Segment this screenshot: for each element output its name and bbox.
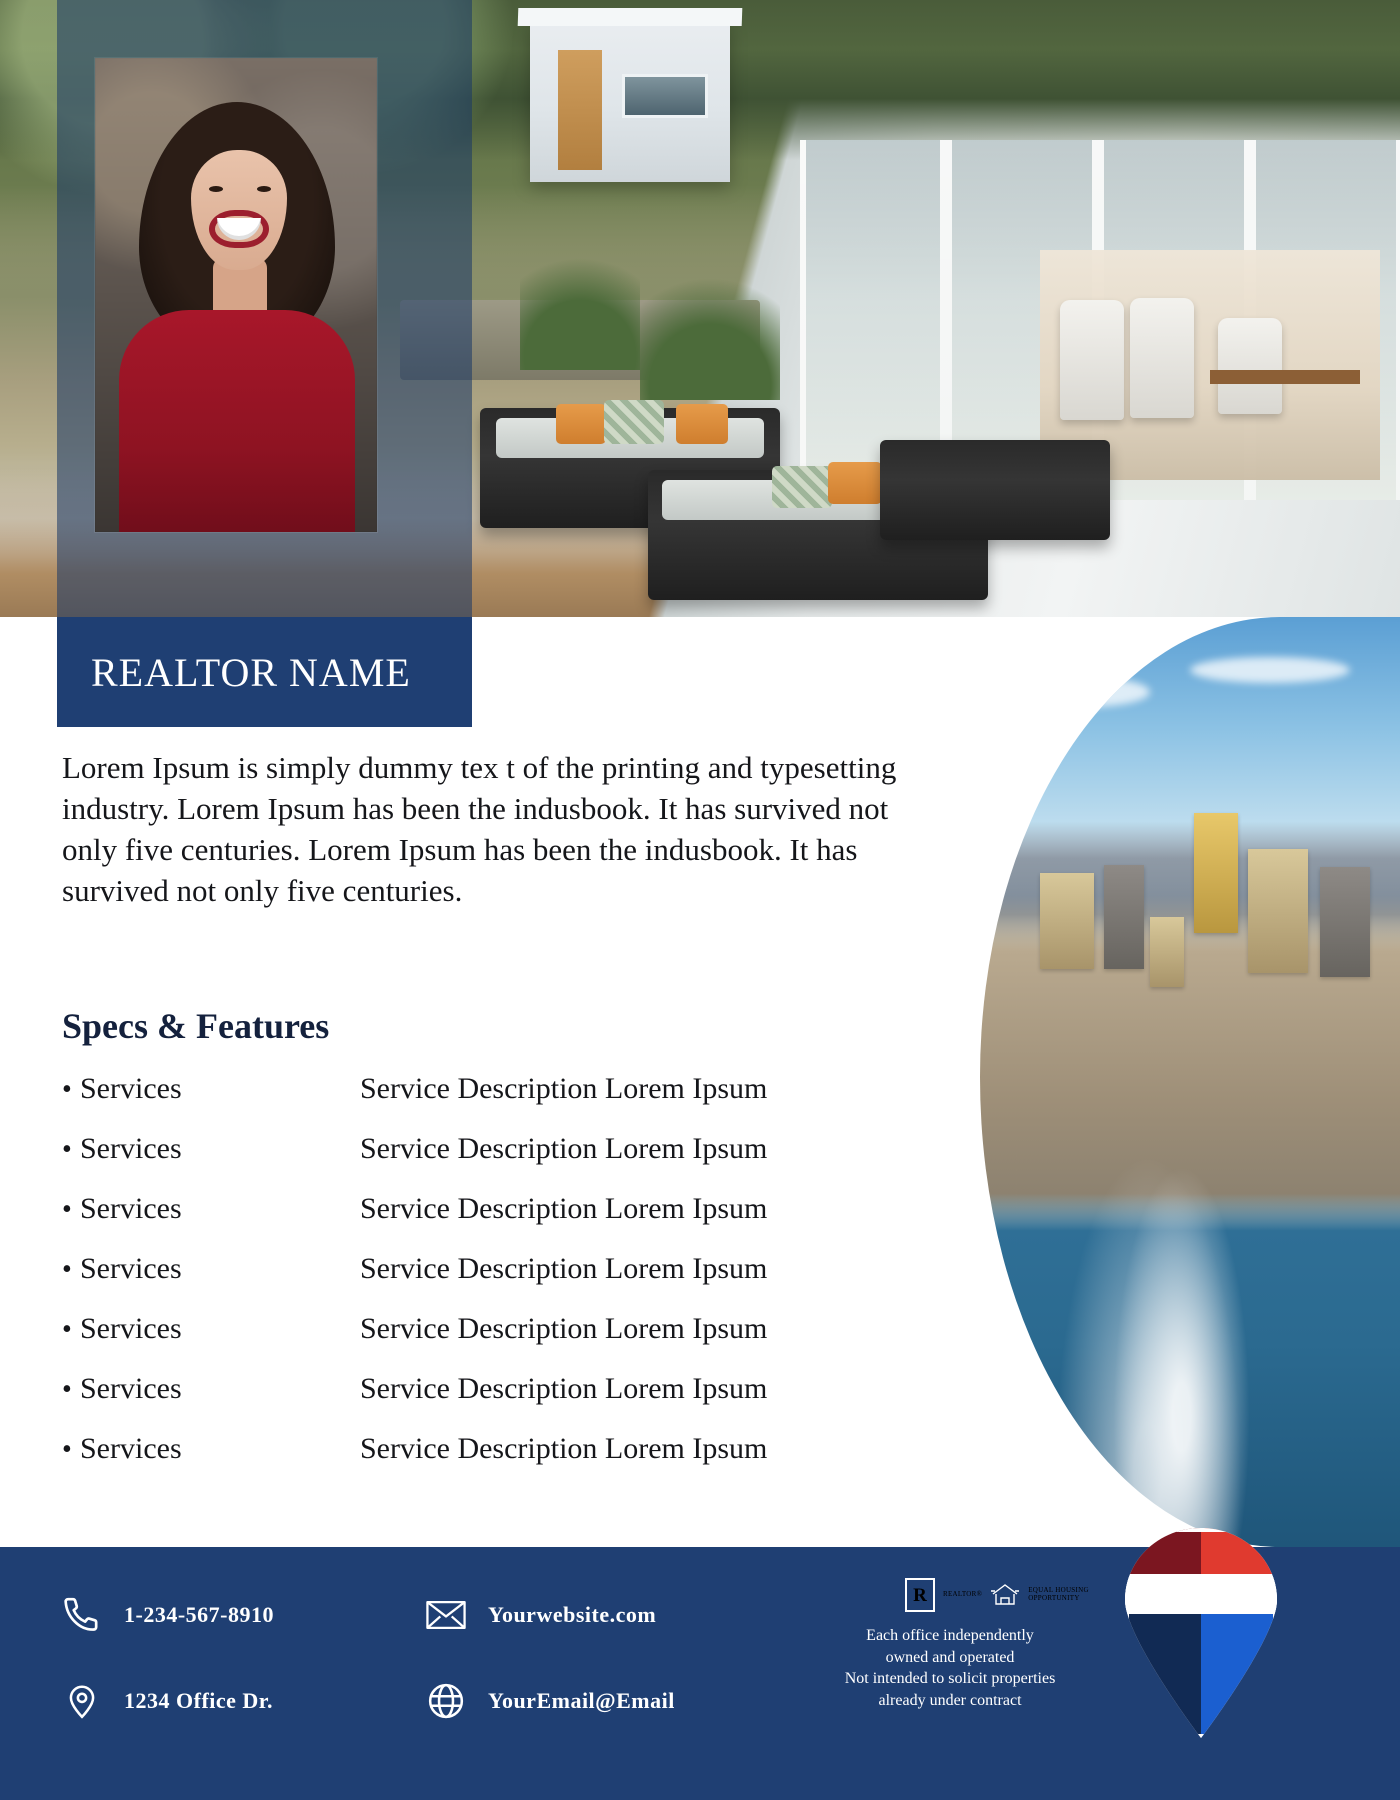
- bullet-icon: •: [62, 1254, 72, 1285]
- list-item: [62, 1252, 962, 1312]
- realtor-name-plate: [57, 617, 472, 727]
- city-building: [1150, 917, 1184, 987]
- spec-name: Services: [80, 1132, 182, 1165]
- phone-number: 1-234-567-8910: [124, 1602, 274, 1627]
- avatar-eye: [257, 186, 271, 192]
- city-building: [1194, 813, 1238, 933]
- list-item: [62, 1432, 962, 1492]
- garden-plant: [520, 230, 640, 370]
- shed-door: [558, 50, 602, 170]
- specs-section-title: Specs & Features: [62, 1006, 330, 1046]
- spec-description: Service Description Lorem Ipsum: [360, 1192, 768, 1225]
- list-item: [62, 1312, 962, 1372]
- spec-description: Service Description Lorem Ipsum: [360, 1372, 768, 1405]
- throw-pillow: [772, 466, 832, 508]
- disclaimer-line: already under contract: [878, 1691, 1022, 1709]
- office-address: 1234 Office Dr.: [124, 1688, 274, 1713]
- spec-name: Services: [80, 1192, 182, 1225]
- bullet-icon: •: [62, 1194, 72, 1225]
- throw-pillow: [556, 404, 606, 444]
- spec-description: Service Description Lorem Ipsum: [360, 1072, 768, 1105]
- backyard-shed: [530, 22, 730, 182]
- bullet-icon: •: [62, 1434, 72, 1465]
- eho-caption-group: [1028, 1587, 1089, 1602]
- equal-housing-icon: [990, 1582, 1020, 1608]
- footer-contact-address[interactable]: [56, 1675, 273, 1727]
- pin-border: [1125, 1528, 1277, 1738]
- dining-chair: [1060, 300, 1124, 420]
- email-address: YourEmail@Email: [488, 1688, 675, 1713]
- shed-window: [622, 74, 708, 118]
- phone-icon: [56, 1589, 108, 1641]
- disclaimer-line: Not intended to solicit properties: [844, 1670, 1056, 1688]
- throw-pillow: [828, 462, 882, 504]
- dining-chair: [1130, 298, 1194, 418]
- dining-table: [1210, 370, 1360, 384]
- disclaimer-line: Each office independently: [866, 1627, 1034, 1644]
- envelope-icon: [420, 1589, 472, 1641]
- spec-description: Service Description Lorem Ipsum: [360, 1252, 768, 1285]
- avatar-clothing: [119, 310, 355, 532]
- list-item: [62, 1372, 962, 1432]
- city-building: [1320, 867, 1370, 977]
- spec-name: Services: [80, 1372, 182, 1405]
- specs-list: [62, 1072, 962, 1492]
- garden-plant: [640, 250, 780, 400]
- bullet-icon: •: [62, 1134, 72, 1165]
- intro-paragraph: Lorem Ipsum is simply dummy tex t of the printing and typesetting industry. Lorem Ipsum has been the indusbook. It has survived not only five centuries. Lorem Ipsum has been the indusbook. It has survived not only five centuries.: [62, 750, 897, 908]
- page-title: REALTOR NAME: [91, 649, 411, 695]
- avatar: [95, 58, 377, 532]
- footer-contact-website[interactable]: [420, 1589, 656, 1641]
- spec-description: Service Description Lorem Ipsum: [360, 1132, 768, 1165]
- list-item: [62, 1192, 962, 1252]
- eho-caption-line-2: OPPORTUNITY: [1028, 1594, 1080, 1602]
- city-building: [1040, 873, 1094, 969]
- throw-pillow: [676, 404, 728, 444]
- cloud: [1190, 657, 1350, 683]
- bullet-icon: •: [62, 1074, 72, 1105]
- spec-name: Services: [80, 1312, 182, 1345]
- eho-caption-line-1: EQUAL HOUSING: [1028, 1586, 1089, 1595]
- cloud: [1020, 677, 1150, 707]
- bullet-icon: •: [62, 1314, 72, 1345]
- city-skyline-photo: [980, 617, 1400, 1547]
- affiliation-logos: [905, 1578, 1089, 1612]
- city-building: [1104, 865, 1144, 969]
- list-item: [62, 1072, 962, 1132]
- patio-bench: [880, 440, 1110, 540]
- spec-name: Services: [80, 1252, 182, 1285]
- dining-chair: [1218, 318, 1282, 414]
- realtor-caption-group: [943, 1591, 982, 1599]
- website-url: Yourwebsite.com: [488, 1602, 657, 1627]
- realtor-caption: REALTOR®: [943, 1590, 983, 1599]
- throw-pillow: [604, 400, 664, 444]
- spec-description: Service Description Lorem Ipsum: [360, 1312, 768, 1345]
- legal-disclaimer: [800, 1625, 1100, 1711]
- spec-name: Services: [80, 1072, 182, 1105]
- globe-icon: [420, 1675, 472, 1727]
- city-building: [1248, 849, 1308, 973]
- hero-property-photo: [0, 0, 1400, 617]
- footer-contact-email[interactable]: [420, 1675, 675, 1727]
- spec-description: Service Description Lorem Ipsum: [360, 1432, 768, 1465]
- disclaimer-line: owned and operated: [885, 1648, 1015, 1666]
- brand-pin-logo: [1125, 1528, 1277, 1738]
- location-pin-icon: [56, 1675, 108, 1727]
- spec-name: Services: [80, 1432, 182, 1465]
- realtor-r-icon: R: [905, 1578, 935, 1612]
- list-item: [62, 1132, 962, 1192]
- avatar-eye: [209, 186, 223, 192]
- footer-contact-phone[interactable]: [56, 1589, 274, 1641]
- bullet-icon: •: [62, 1374, 72, 1405]
